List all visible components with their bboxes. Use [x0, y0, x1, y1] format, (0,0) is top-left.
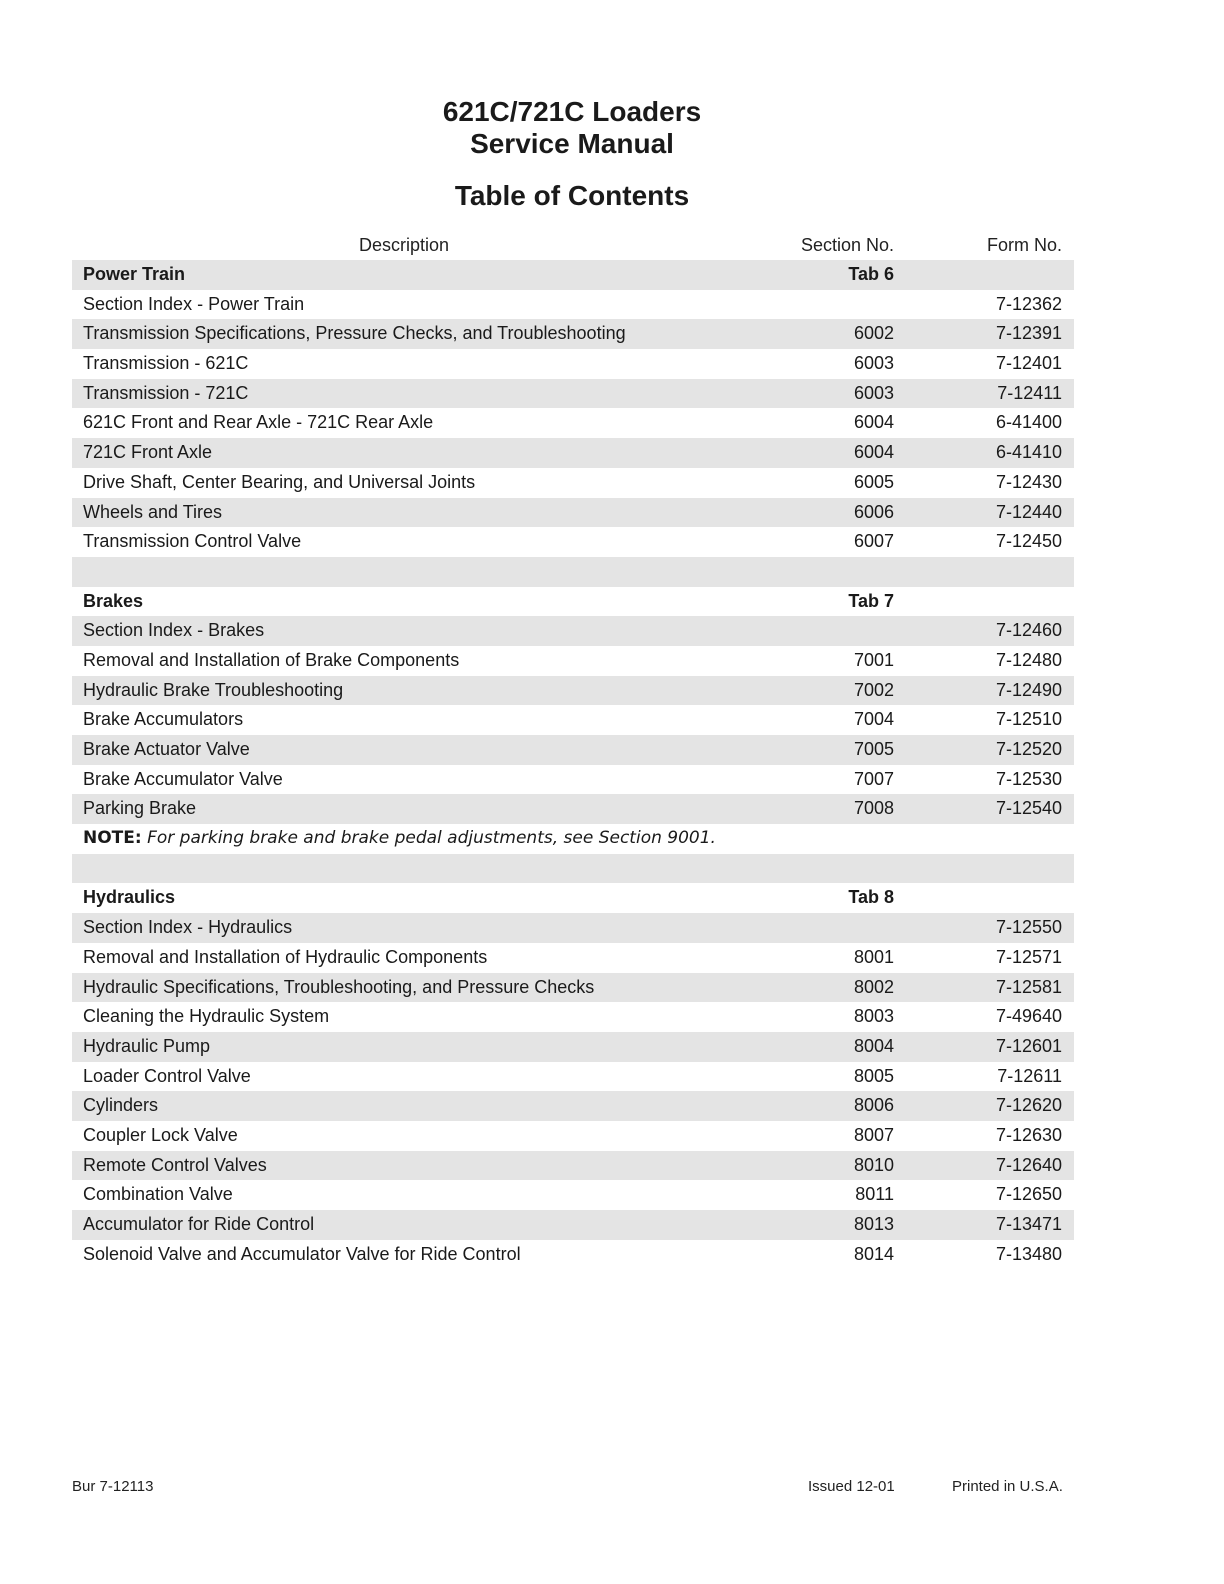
row-description: Parking Brake [83, 798, 197, 819]
row-form-number: 7-12510 [995, 709, 1062, 730]
row-description: Coupler Lock Valve [83, 1124, 238, 1145]
row-section-number: 8005 [853, 1065, 894, 1086]
row-section-number: Tab 6 [848, 264, 894, 284]
row-section-number: 8010 [853, 1154, 894, 1175]
row-form-number: 7-12530 [995, 768, 1062, 789]
row-form-number: 7-12401 [995, 353, 1062, 374]
toc-spacer-row [72, 854, 1074, 884]
row-form-number: 6-41400 [995, 412, 1062, 433]
row-section-number: 6004 [853, 442, 894, 463]
toc-row [72, 646, 1074, 676]
row-description: Cylinders [83, 1095, 159, 1116]
row-description: Brake Accumulator Valve [83, 768, 283, 789]
document-title: 621C/721C Loaders [442, 96, 702, 127]
row-form-number: 7-12430 [995, 471, 1062, 492]
row-form-number: 7-12440 [995, 501, 1062, 522]
row-form-number: 7-12581 [995, 976, 1062, 997]
toc-row [72, 616, 1074, 646]
row-description: Section Index - Brakes [83, 620, 265, 641]
toc-row [72, 319, 1074, 349]
row-description: Loader Control Valve [83, 1065, 251, 1086]
toc-row [72, 705, 1074, 735]
toc-row [72, 290, 1074, 320]
row-description: Removal and Installation of Brake Components [83, 649, 460, 670]
toc-row [72, 1210, 1074, 1240]
row-section-number: 8001 [853, 946, 894, 967]
toc-row [72, 498, 1074, 528]
toc-row [72, 973, 1074, 1003]
row-section-number: 6002 [853, 323, 894, 344]
toc-row [72, 943, 1074, 973]
toc-section-heading [72, 883, 1074, 913]
row-section-number: 6006 [853, 501, 894, 522]
row-form-number: 7-12450 [995, 531, 1062, 552]
row-section-number: 6003 [853, 382, 894, 403]
footer-printed: Printed in U.S.A. [952, 1478, 1063, 1495]
row-form-number: 7-12362 [995, 293, 1062, 314]
row-form-number: 7-12391 [995, 323, 1062, 344]
toc-row [72, 1091, 1074, 1121]
row-form-number: 7-12550 [995, 917, 1062, 938]
toc-row [72, 379, 1074, 409]
column-header-form: Form No. [986, 235, 1062, 255]
footer-doc-number: Bur 7-12113 [72, 1478, 154, 1495]
row-form-number: 7-49640 [995, 1006, 1062, 1027]
toc-row [72, 408, 1074, 438]
row-description: Hydraulic Specifications, Troubleshooting, and Pressure Checks [83, 976, 595, 997]
row-description: Removal and Installation of Hydraulic Components [83, 946, 488, 967]
row-description: Hydraulics [83, 887, 176, 908]
row-description: Cleaning the Hydraulic System [83, 1006, 330, 1027]
row-description: 721C Front Axle [83, 442, 213, 463]
note-text: For parking brake and brake pedal adjustments, see Section 9001. [147, 828, 716, 849]
document-subtitle: Service Manual [470, 128, 674, 159]
row-section-number: 7004 [853, 709, 894, 730]
row-description: Wheels and Tires [83, 501, 223, 522]
toc-row [72, 913, 1074, 943]
row-description: Power Train [83, 264, 186, 284]
toc-section-heading [72, 260, 1074, 290]
toc-row [72, 676, 1074, 706]
row-description: Accumulator for Ride Control [83, 1214, 315, 1234]
row-form-number: 7-12520 [995, 739, 1062, 759]
row-form-number: 6-41410 [995, 442, 1062, 463]
row-section-number: 8013 [853, 1214, 894, 1234]
row-description: Section Index - Hydraulics [83, 917, 293, 938]
toc-row [72, 1240, 1074, 1270]
toc-rows [72, 260, 1074, 1269]
row-form-number: 7-12571 [995, 946, 1062, 967]
toc-row [72, 527, 1074, 557]
row-section-number: 8014 [853, 1243, 894, 1264]
row-description: Combination Valve [83, 1184, 233, 1205]
column-header-section: Section No. [800, 235, 894, 255]
toc-row [72, 1032, 1074, 1062]
note-label: NOTE: [83, 828, 142, 849]
toc-row [72, 1151, 1074, 1181]
row-section-number: 8006 [853, 1095, 894, 1116]
row-section-number: 6005 [853, 471, 894, 492]
toc-row [72, 1002, 1074, 1032]
toc-row [72, 349, 1074, 379]
row-form-number: 7-12640 [995, 1154, 1062, 1175]
row-section-number: Tab 7 [848, 590, 894, 611]
row-section-number: 7001 [853, 649, 894, 670]
row-section-number: 7007 [853, 768, 894, 789]
toc-note [72, 824, 1074, 854]
row-form-number: 7-12460 [995, 620, 1062, 641]
row-section-number: 7008 [853, 798, 894, 819]
toc-row [72, 794, 1074, 824]
row-description: Brakes [83, 590, 144, 611]
row-description: Transmission - 721C [83, 382, 249, 403]
footer-issued: Issued 12-01 [808, 1478, 895, 1495]
row-form-number: 7-12480 [995, 649, 1062, 670]
column-header-description: Description [358, 235, 450, 255]
toc-row [72, 765, 1074, 795]
row-section-number: 8011 [855, 1184, 894, 1205]
toc-section-heading [72, 587, 1074, 617]
note-content [83, 824, 716, 854]
row-section-number: 8002 [853, 976, 894, 997]
row-section-number: 6004 [853, 412, 894, 433]
toc-row [72, 468, 1074, 498]
row-form-number: 7-12540 [995, 798, 1062, 819]
row-description: Hydraulic Pump [83, 1035, 211, 1056]
row-form-number: 7-12411 [997, 382, 1062, 403]
row-section-number: 6007 [853, 531, 894, 552]
row-form-number: 7-13480 [995, 1243, 1062, 1264]
row-description: Hydraulic Brake Troubleshooting [83, 679, 344, 700]
row-form-number: 7-12630 [995, 1124, 1062, 1145]
table-of-contents [72, 231, 1074, 1269]
toc-row [72, 735, 1074, 765]
row-description: Drive Shaft, Center Bearing, and Universal Joints [83, 471, 476, 492]
toc-spacer-row [72, 557, 1074, 587]
row-section-number: 8004 [853, 1035, 894, 1056]
row-section-number: 8007 [853, 1124, 894, 1145]
toc-row [72, 1180, 1074, 1210]
row-description: Remote Control Valves [83, 1154, 267, 1175]
row-form-number: 7-13471 [995, 1214, 1062, 1234]
row-description: Transmission Control Valve [83, 531, 302, 552]
column-header-row [72, 231, 1074, 260]
row-description: Section Index - Power Train [83, 293, 305, 314]
row-description: Transmission - 621C [83, 353, 249, 374]
row-form-number: 7-12620 [995, 1095, 1062, 1116]
row-section-number: 6003 [853, 353, 894, 374]
row-form-number: 7-12490 [995, 679, 1062, 700]
toc-heading: Table of Contents [454, 180, 690, 211]
row-description: Solenoid Valve and Accumulator Valve for Ride Control [83, 1243, 521, 1264]
title-block [0, 96, 1144, 212]
row-description: 621C Front and Rear Axle - 721C Rear Axle [83, 412, 434, 433]
row-section-number: 7002 [853, 679, 894, 700]
row-form-number: 7-12611 [997, 1065, 1062, 1086]
row-description: Brake Accumulators [83, 709, 244, 730]
row-description: Transmission Specifications, Pressure Checks, and Troubleshooting [83, 323, 626, 344]
row-description: Brake Actuator Valve [83, 739, 250, 759]
row-section-number: 7005 [853, 739, 894, 759]
row-form-number: 7-12601 [995, 1035, 1062, 1056]
toc-row [72, 438, 1074, 468]
row-section-number: 8003 [853, 1006, 894, 1027]
toc-row [72, 1062, 1074, 1092]
row-section-number: Tab 8 [848, 887, 894, 908]
row-form-number: 7-12650 [995, 1184, 1062, 1205]
toc-row [72, 1121, 1074, 1151]
